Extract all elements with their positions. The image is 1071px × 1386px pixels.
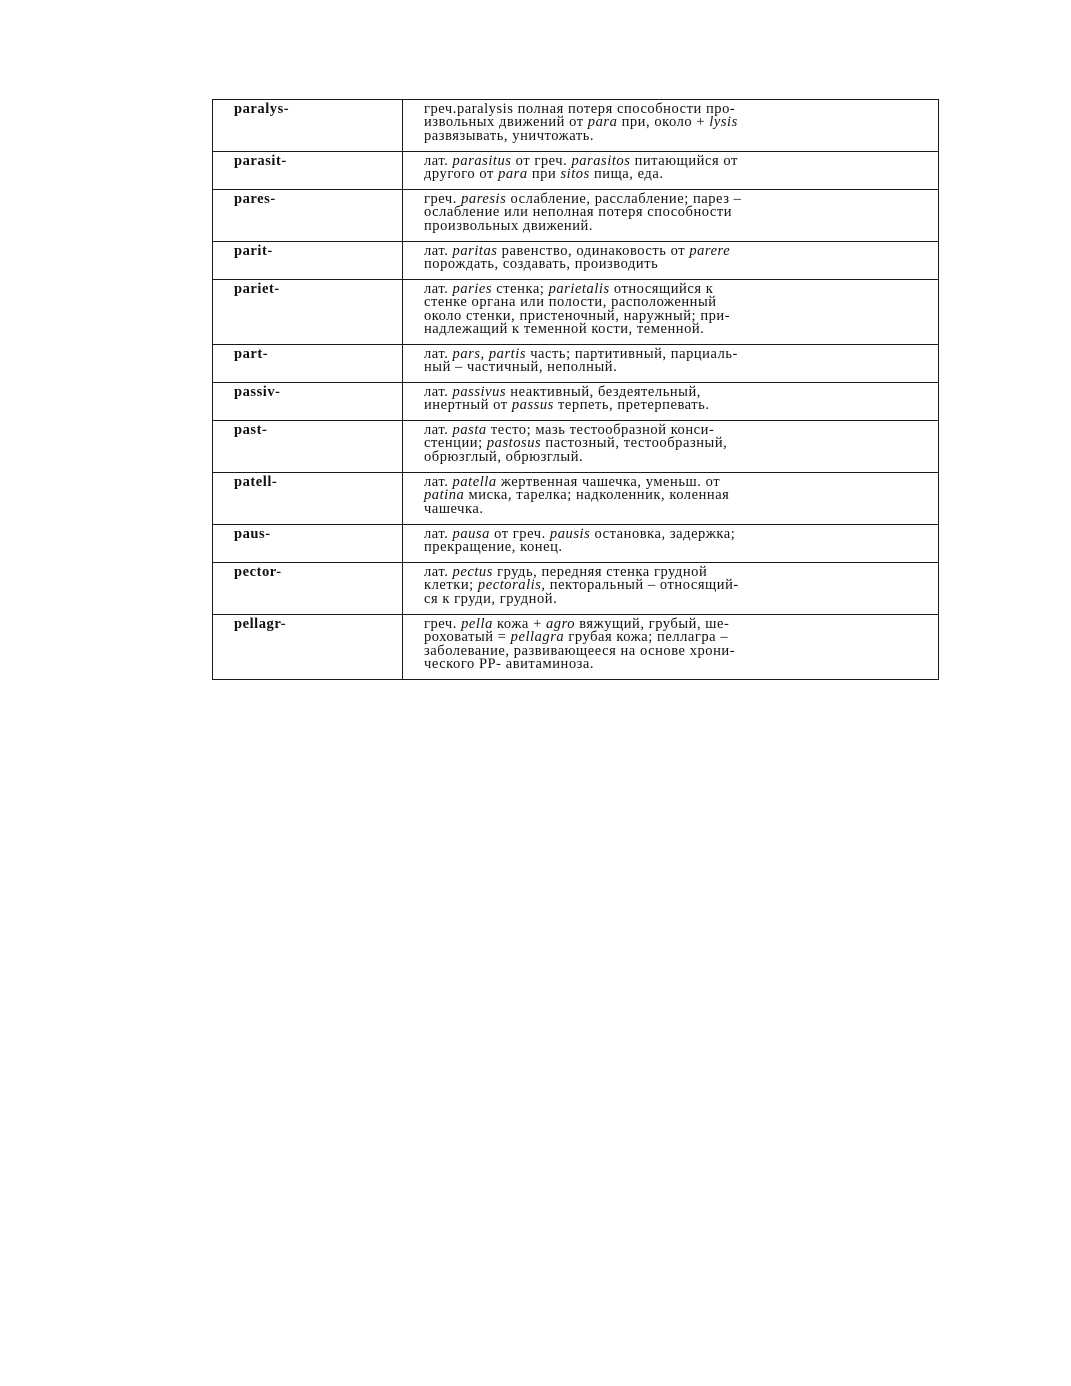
definition-line bbox=[424, 399, 932, 412]
table-row bbox=[213, 525, 939, 563]
definition-text: греч. bbox=[424, 616, 462, 632]
definition-text: грубая кожа; пеллагра – bbox=[564, 629, 729, 646]
definition-text: неактивный, бездеятельный, bbox=[506, 384, 701, 400]
definition-text: ный – частичный, неполный. bbox=[424, 359, 618, 376]
definition-text: клетки; bbox=[424, 577, 478, 594]
latin-term: pectoralis, bbox=[477, 577, 546, 594]
definition-text: пища, еда. bbox=[589, 166, 664, 183]
definition-text: лат. bbox=[424, 474, 453, 490]
definition-text: от греч. bbox=[489, 526, 550, 542]
definition-cell bbox=[403, 615, 939, 680]
definition-cell bbox=[403, 563, 939, 615]
definition-text: питающийся от bbox=[630, 153, 738, 169]
term-cell: patell- bbox=[213, 473, 403, 525]
term-cell: parit- bbox=[213, 242, 403, 280]
latin-term: pars, partis bbox=[452, 346, 527, 362]
definition-line bbox=[424, 500, 932, 517]
table-row bbox=[213, 421, 939, 473]
definition-text: инертный от bbox=[424, 397, 512, 414]
definition-text: пекторальный – относящий- bbox=[545, 577, 739, 594]
definition-line bbox=[424, 168, 932, 181]
definition-text: около стенки, пристеночный, наружный; при- bbox=[424, 307, 731, 324]
definition-line bbox=[424, 258, 932, 271]
table-row bbox=[213, 190, 939, 242]
definition-text: лат. bbox=[424, 346, 453, 362]
term-cell: paralys- bbox=[213, 100, 403, 152]
definition-text: прекращение, конец. bbox=[424, 539, 563, 556]
glossary-body bbox=[213, 100, 939, 680]
definition-text: терпеть, претерпевать. bbox=[553, 397, 710, 414]
definition-text: лат. bbox=[424, 281, 453, 297]
definition-line bbox=[424, 323, 932, 336]
definition-text: вяжущий, грубый, ше- bbox=[575, 616, 730, 632]
latin-term: pausis bbox=[549, 526, 591, 542]
latin-term: pastosus bbox=[486, 435, 542, 452]
table-row bbox=[213, 473, 939, 525]
definition-text: ческого РР- авитаминоза. bbox=[424, 656, 595, 673]
definition-line bbox=[424, 127, 932, 144]
definition-cell bbox=[403, 383, 939, 421]
definition-line bbox=[424, 590, 932, 607]
definition-line bbox=[424, 217, 932, 234]
definition-text: греч. bbox=[424, 191, 462, 207]
definition-text: роховатый = bbox=[424, 629, 511, 646]
glossary-table bbox=[212, 99, 939, 680]
definition-text: при bbox=[527, 166, 561, 183]
table-row bbox=[213, 615, 939, 680]
definition-text: заболевание, развивающееся на основе хрони- bbox=[424, 642, 736, 659]
term-cell: passiv- bbox=[213, 383, 403, 421]
definition-text: лат. bbox=[424, 422, 453, 438]
definition-text: тесто; мазь тестообразной конси- bbox=[486, 422, 715, 438]
latin-term: parere bbox=[689, 243, 731, 259]
term-cell: pector- bbox=[213, 563, 403, 615]
latin-term: pectus bbox=[452, 564, 493, 580]
definition-text: другого от bbox=[424, 166, 499, 183]
definition-text: ослабление или неполная потеря способности bbox=[424, 204, 733, 221]
latin-term: lysis bbox=[709, 114, 738, 131]
definition-text: лат. bbox=[424, 526, 453, 542]
table-row bbox=[213, 383, 939, 421]
definition-text: чашечка. bbox=[424, 500, 484, 517]
definition-text: пастозный, тестообразный, bbox=[541, 435, 728, 452]
definition-text: кожа + bbox=[492, 616, 546, 632]
latin-term: pellagra bbox=[510, 629, 565, 646]
definition-text: порождать, создавать, производить bbox=[424, 256, 659, 273]
definition-text: ся к груди, грудной. bbox=[424, 590, 558, 607]
definition-text: лат. bbox=[424, 384, 453, 400]
table-row bbox=[213, 563, 939, 615]
definition-text: равенство, одинаковость от bbox=[497, 243, 690, 259]
term-cell: pares- bbox=[213, 190, 403, 242]
term-cell: pellagr- bbox=[213, 615, 403, 680]
latin-term: agro bbox=[545, 616, 576, 632]
latin-term: pella bbox=[461, 616, 493, 632]
latin-term: patina bbox=[424, 487, 465, 504]
definition-text: стенции; bbox=[424, 435, 487, 452]
definition-text: лат. bbox=[424, 243, 453, 259]
definition-text: произвольных движений. bbox=[424, 217, 594, 234]
definition-text: относящийся к bbox=[609, 281, 714, 297]
term-cell: parasit- bbox=[213, 152, 403, 190]
definition-text: надлежащий к теменной кости, теменной. bbox=[424, 321, 705, 338]
definition-text: при, около + bbox=[617, 114, 710, 131]
definition-cell bbox=[403, 190, 939, 242]
definition-line bbox=[424, 361, 932, 374]
term-cell: part- bbox=[213, 345, 403, 383]
definition-cell bbox=[403, 242, 939, 280]
definition-line bbox=[424, 448, 932, 465]
latin-term: parietalis bbox=[548, 281, 610, 297]
definition-text: остановка, задержка; bbox=[590, 526, 736, 542]
definition-text: лат. bbox=[424, 564, 453, 580]
term-cell: pariet- bbox=[213, 280, 403, 345]
table-row bbox=[213, 242, 939, 280]
definition-cell bbox=[403, 525, 939, 563]
definition-text: греч.paralysis полная потеря способности про- bbox=[424, 101, 736, 117]
definition-cell bbox=[403, 280, 939, 345]
definition-cell bbox=[403, 100, 939, 152]
table-row bbox=[213, 152, 939, 190]
latin-term: parasitus bbox=[452, 153, 512, 169]
term-cell: past- bbox=[213, 421, 403, 473]
definition-cell bbox=[403, 473, 939, 525]
table-row bbox=[213, 100, 939, 152]
latin-term: paries bbox=[452, 281, 493, 297]
latin-term: sitos bbox=[560, 166, 590, 183]
definition-text: от греч. bbox=[511, 153, 572, 169]
latin-term: parasitos bbox=[571, 153, 631, 169]
definition-text: обрюзглый, обрюзглый. bbox=[424, 448, 584, 465]
definition-text: жертвенная чашечка, уменьш. от bbox=[496, 474, 721, 490]
latin-term: paresis bbox=[461, 191, 507, 207]
definition-text: извольных движений от bbox=[424, 114, 588, 131]
definition-text: стенка; bbox=[492, 281, 549, 297]
definition-cell bbox=[403, 421, 939, 473]
table-row bbox=[213, 345, 939, 383]
latin-term: pasta bbox=[452, 422, 487, 438]
latin-term: passus bbox=[511, 397, 554, 414]
definition-text: миска, тарелка; надколенник, коленная bbox=[464, 487, 730, 504]
definition-text: ослабление, расслабление; парез – bbox=[506, 191, 742, 207]
definition-text: грудь, передняя стенка грудной bbox=[492, 564, 708, 580]
latin-term: para bbox=[587, 114, 618, 131]
latin-term: para bbox=[498, 166, 528, 183]
definition-cell bbox=[403, 152, 939, 190]
definition-text: часть; партитивный, парциаль- bbox=[526, 346, 738, 362]
latin-term: patella bbox=[452, 474, 497, 490]
table-row bbox=[213, 280, 939, 345]
definition-line bbox=[424, 541, 932, 554]
definition-line bbox=[424, 489, 932, 502]
latin-term: paritas bbox=[452, 243, 498, 259]
definition-text: лат. bbox=[424, 153, 453, 169]
latin-term: pausa bbox=[452, 526, 490, 542]
term-cell: paus- bbox=[213, 525, 403, 563]
definition-line bbox=[424, 658, 932, 671]
definition-text: развязывать, уничтожать. bbox=[424, 127, 595, 144]
definition-cell bbox=[403, 345, 939, 383]
latin-term: passivus bbox=[452, 384, 507, 400]
definition-text: стенке органа или полости, расположенный bbox=[424, 294, 717, 311]
